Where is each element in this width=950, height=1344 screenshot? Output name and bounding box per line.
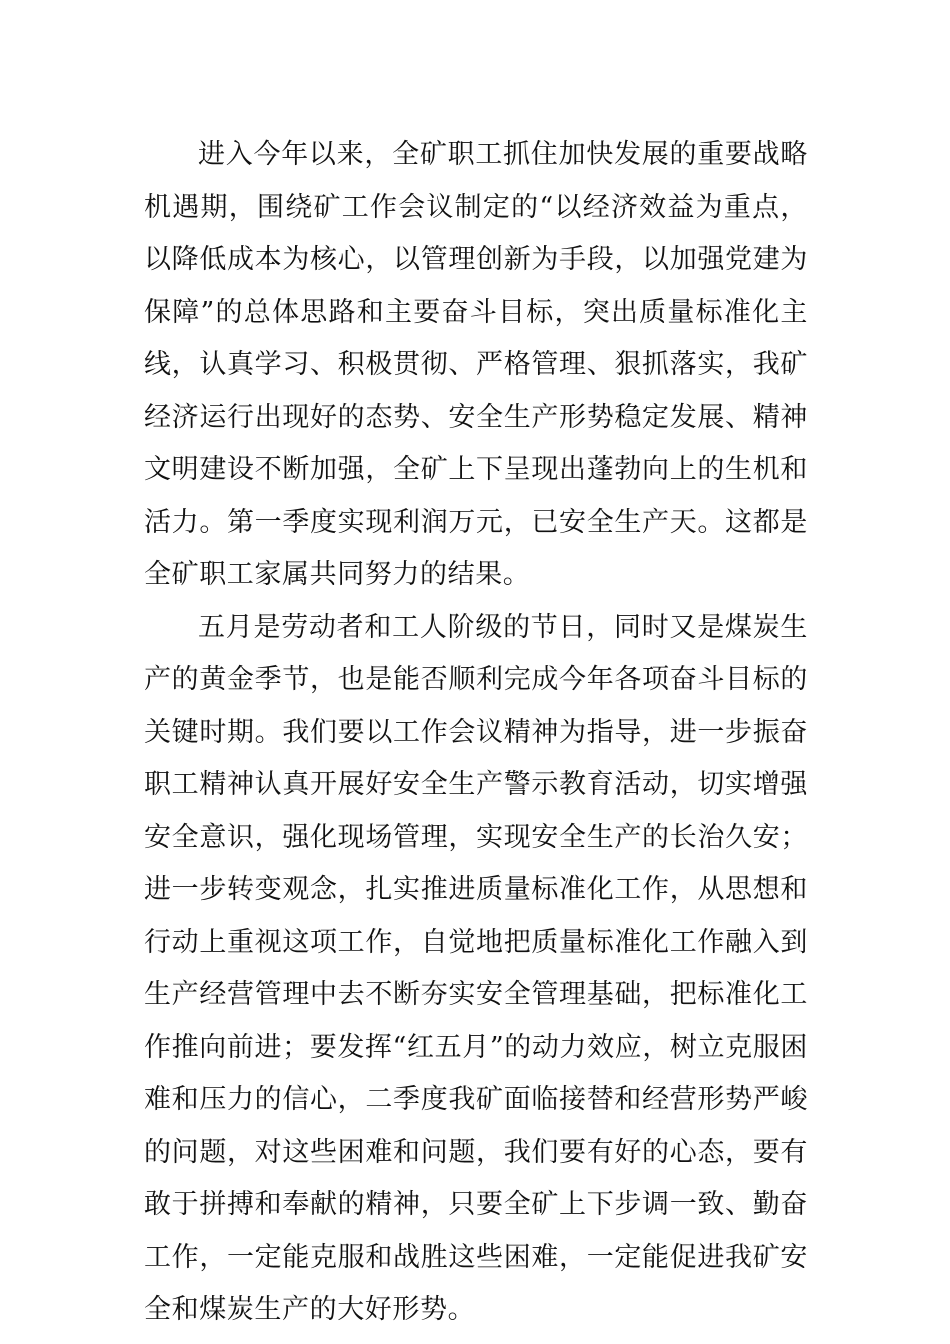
paragraph-first-quarter-review: 进入今年以来，全矿职工抓住加快发展的重要战略机遇期，围绕矿工作会议制定的“以经济效益为重点，以降低成本为核心，以管理创新为手段，以加强党建为保障”的总体思路和主要奋斗目标，突出质量标准化主线，认真学习、积极贯彻、严格管理、狠抓落实，我矿经济运行出现好的态势、安全生产形势稳定发展、精神文明建设不断加强，全矿上下呈现出蓬勃向上的生机和活力。第一季度实现利润万元，已安全生产天。这都是全矿职工家属共同努力的结果。 — [144, 139, 808, 590]
paragraph-may-outlook: 五月是劳动者和工人阶级的节日，同时又是煤炭生产的黄金季节，也是能否顺利完成今年各项奋斗目标的关键时期。我们要以工作会议精神为指导，进一步振奋职工精神认真开展好安全生产警示教育活动，切实增强安全意识，强化现场管理，实现安全生产的长治久安；进一步转变观念，扎实推进质量标准化工作，从思想和行动上重视这项工作，自觉地把质量标准化工作融入到生产经营管理中去不断夯实安全管理基础，把标准化工作推向前进；要发挥“红五月”的动力效应，树立克服困难和压力的信心，二季度我矿面临接替和经营形势严峻的问题，对这些困难和问题，我们要有好的心态，要有敢于拼搏和奉献的精神，只要全矿上下步调一致、勤奋工作，一定能克服和战胜这些困难，一定能促进我矿安全和煤炭生产的大好形势。 — [144, 611, 808, 1325]
document-body — [144, 129, 808, 1337]
